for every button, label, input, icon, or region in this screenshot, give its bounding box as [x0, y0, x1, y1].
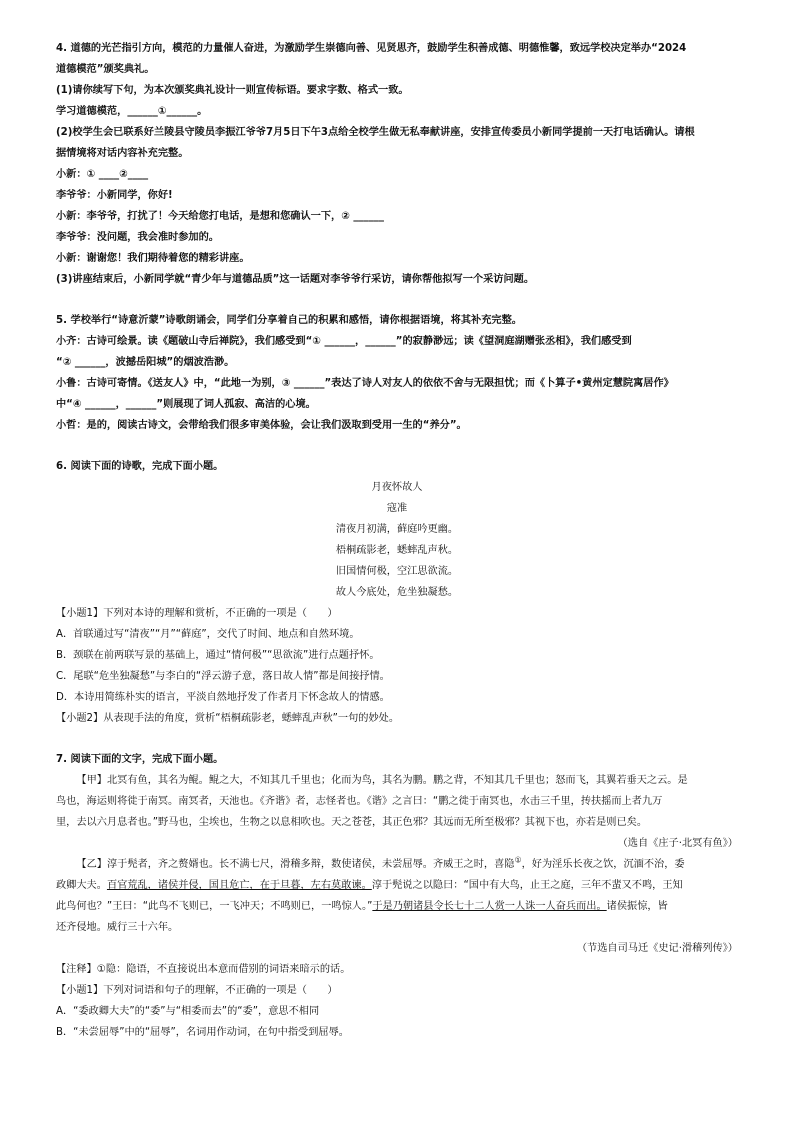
q4-subquestion-2-line2: 据情境将对话内容补充完整。	[56, 148, 189, 159]
dialogue-line-3	[56, 206, 738, 227]
q6-option-b[interactable]: B．颈联在前两联写景的基础上，通过“情何极”“思欲流”进行点题抒怀。	[56, 650, 380, 661]
poem-line: 旧国情何极，空江思欲流。	[335, 566, 459, 577]
question-6	[56, 456, 738, 729]
q5-line-3: 小鲁：古诗可寄情。《送友人》中，“此地一为别，③ ______”表达了诗人对友人的依依不舍与无限担忧；而《卜算子•黄州定慧院寓居作》	[56, 378, 674, 389]
q6-option-a[interactable]: A．首联通过写“清夜”“月”“藓庭”，交代了时间、地点和自然环境。	[56, 629, 360, 640]
poem-line: 梧桐疏影老，蟋蟀乱声秋。	[335, 545, 459, 556]
passage-jia-source: （选自《庄子·北冥有鱼》）	[617, 838, 738, 849]
q4-subquestion-1: (1)请你续写下句，为本次颁奖典礼设计一则宣传标语。要求字数、格式一致。	[56, 85, 409, 96]
passage-text: ，好为淫乐长夜之饮，沉湎不治，委	[521, 859, 685, 870]
q4-intro-line1: 4. 道德的光芒指引方向，模范的力量催人奋进，为激励学生崇德向善、见贤思齐，鼓励学生积善成德、明德惟馨，致远学校决定举办“2024	[56, 43, 687, 54]
slogan-prefix: 学习道德模范，	[56, 106, 128, 117]
q4-subquestion-3: (3)讲座结束后，小新同学就“青少年与道德品质”这一话题对李爷爷行采访，请你帮他拟写一个采访问题。	[56, 274, 535, 285]
q5-line-4: 中“④ ______，______”则展现了词人孤寂、高洁的心境。	[56, 399, 316, 410]
question-5	[56, 310, 738, 436]
q5-line-1: 小齐：古诗可绘景。读《题破山寺后禅院》，我们感受到“① ______，______”的寂静渺远；读《望洞庭湖赠张丞相》，我们感受到	[56, 336, 632, 347]
annotation-note: 【注释】①隐：隐语，不直接说出本意而借别的词语来暗示的话。	[56, 964, 351, 975]
dialogue-blank-1[interactable]: ① ____②____	[86, 169, 149, 180]
passage-yi-line3	[56, 896, 738, 917]
footnote-marker: ①	[514, 855, 522, 865]
dialogue-blank-2[interactable]: ______	[353, 211, 384, 222]
passage-text: 此鸟何也？”王曰：“此鸟不飞则已，一飞冲天；不鸣则已，一鸣惊人。”	[56, 901, 373, 912]
slogan-blank[interactable]: ______①______	[127, 106, 198, 117]
q5-line-5: 小哲：是的，阅读古诗文，会带给我们很多审美体验，会让我们汲取到受用一生的“养分”。	[56, 420, 467, 431]
underlined-sentence-1: 百官荒乱，诸侯并侵，国且危亡，在于旦暮，左右莫敢谏。	[106, 880, 372, 891]
passage-jia-line1: 【甲】北冥有鱼，其名为鲲。鲲之大，不知其几千里也；化而为鸟，其名为鹏。鹏之背，不知其几千里也；怒而飞，其翼若垂天之云。是	[76, 775, 688, 786]
passage-text: 诸侯振惊，皆	[606, 901, 668, 912]
passage-text: 政卿大夫。	[56, 880, 107, 891]
passage-yi-line1	[56, 854, 738, 875]
q6-subquestion-2: 【小题2】从表现手法的角度，赏析“梧桐疏影老，蟋蟀乱声秋”一句的妙处。	[56, 713, 400, 724]
q7-option-b[interactable]: B．“未尝屈辱”中的“屈辱”，名词用作动词，在句中指受到屈辱。	[56, 1027, 349, 1038]
passage-yi-line4: 还齐侵地。威行三十六年。	[56, 922, 179, 933]
poem-line: 清夜月初满，藓庭吟更幽。	[335, 524, 459, 535]
poem-author: 寇准	[386, 503, 408, 514]
q4-slogan-line	[56, 101, 738, 122]
speaker-label: 小新：	[56, 169, 87, 180]
passage-jia-line2: 鸟也，海运则将徙于南冥。南冥者，天池也。《齐谐》者，志怪者也。《谐》之言曰：“鹏之徙于南冥也，水击三千里，抟扶摇而上者九万	[56, 796, 663, 807]
dialogue-line-1	[56, 164, 738, 185]
q6-option-c[interactable]: C．尾联“危坐独凝愁”与李白的“浮云游子意，落日故人情”都是间接抒情。	[56, 671, 390, 682]
q5-line-2: “② ______，波撼岳阳城”的烟波浩渺。	[56, 357, 235, 368]
passage-jia-line3: 里，去以六月息者也。”野马也，尘埃也，生物之以息相吹也。天之苍苍，其正色邪？其远而无所至极邪？其视下也，亦若是则已矣。	[56, 817, 648, 828]
dialogue-line-5: 小新：谢谢您！我们期待着您的精彩讲座。	[56, 253, 250, 264]
dialogue-line-2: 李爷爷：小新同学，你好!	[56, 190, 173, 201]
dialogue-line-4: 李爷爷：没问题，我会准时参加的。	[56, 232, 219, 243]
poem-line: 故人今底处，危坐独凝愁。	[335, 587, 459, 598]
poem-title: 月夜怀故人	[371, 482, 423, 493]
q6-intro: 6. 阅读下面的诗歌，完成下面小题。	[56, 461, 224, 472]
q4-subquestion-2-line1: (2)校学生会已联系好兰陵县守陵员李振江爷爷7月5日下午3点给全校学生做无私奉献讲座，安排宣传委员小新同学提前一天打电话确认。请根	[56, 127, 695, 138]
q7-option-a[interactable]: A．“委政卿大夫”的“委”与“相委而去”的“委”，意思不相同	[56, 1006, 320, 1017]
slogan-suffix: 。	[197, 106, 208, 117]
q5-intro: 5. 学校举行“诗意沂蒙”诗歌朗诵会，同学们分享着自己的积累和感悟，请你根据语境，将其补充完整。	[56, 315, 522, 326]
question-4	[56, 38, 738, 290]
q6-option-d[interactable]: D．本诗用简练朴实的语言，平淡自然地抒发了作者月下怀念故人的情感。	[56, 692, 390, 703]
q7-intro: 7. 阅读下面的文字，完成下面小题。	[56, 754, 224, 765]
underlined-sentence-2: 于是乃朝诸县令长七十二人赏一人诛一人奋兵而出。	[372, 901, 607, 912]
q6-subquestion-1: 【小题1】下列对本诗的理解和赏析，不正确的一项是（ ）	[56, 608, 338, 619]
question-7	[56, 749, 738, 1043]
passage-text: 【乙】淳于髡者，齐之赘婿也。长不满七尺，滑稽多辩，数使诸侯，未尝屈辱。齐威王之时，喜隐	[76, 859, 515, 870]
passage-text: 淳于髡说之以隐曰：“国中有大鸟，止王之庭，三年不蜚又不鸣，王知	[371, 880, 683, 891]
poem	[56, 477, 738, 603]
q4-intro-line2: 道德模范”颁奖典礼。	[56, 64, 155, 75]
passage-yi-source: （节选自司马迁《史记·滑稽列传》）	[576, 943, 738, 954]
passage-yi-line2	[56, 875, 738, 896]
dialogue-text: 小新：李爷爷，打扰了！今天给您打电话，是想和您确认一下，②	[56, 211, 350, 222]
q7-subquestion-1: 【小题1】下列对词语和句子的理解，不正确的一项是（ ）	[56, 985, 338, 996]
